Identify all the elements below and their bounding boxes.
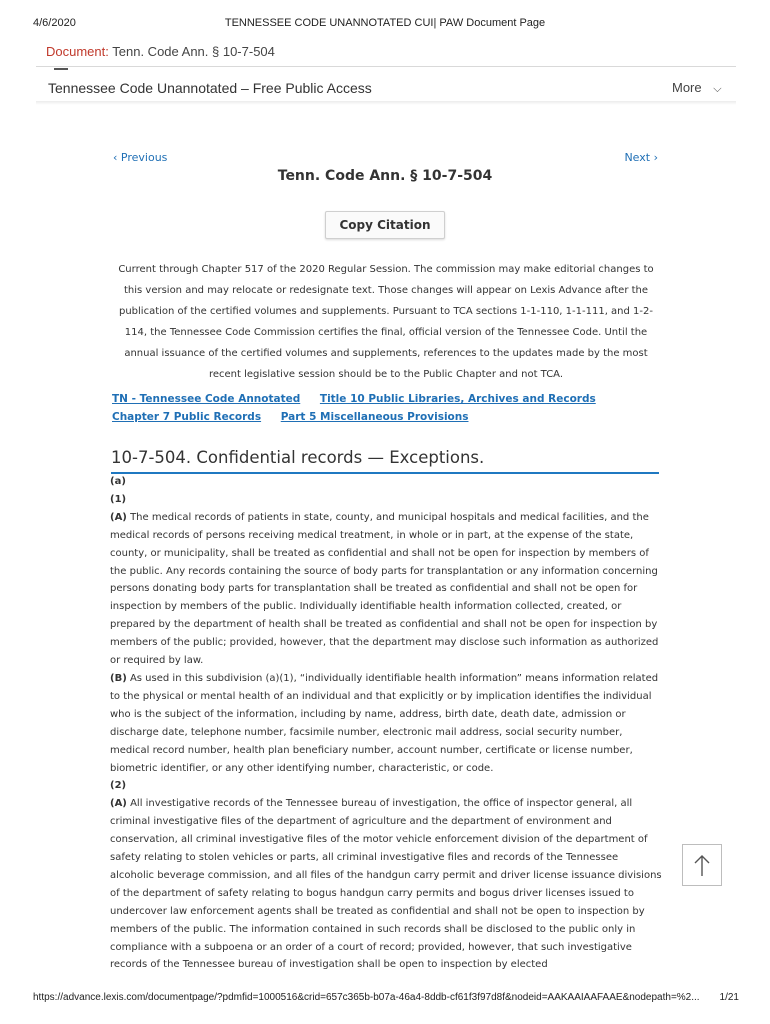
subsection-a-label: (a) [110,476,126,487]
paragraph-a1B-label: (B) [110,672,127,684]
previous-label: Previous [120,151,168,164]
breadcrumb-code[interactable]: TN - Tennessee Code Annotated [112,393,301,405]
paragraph-a1B [110,670,662,777]
section-heading: 10-7-504. Confidential records — Exceptions. [111,448,659,474]
previous-link[interactable] [113,151,167,164]
paragraph-a2A [110,795,662,974]
breadcrumb-chapter[interactable]: Chapter 7 Public Records [112,411,262,423]
paragraph-a2A-text: All investigative records of the Tennessee bureau of investigation, the office of inspector general, all criminal investigative files of the department of agriculture and the department of environment and conservation, all criminal investigative files of the motor vehicle enforcement division of the department of safety relating to stolen vehicles or parts, all criminal investigative files and records of the Tennessee alcoholic beverage commission, and all files of the handgun carry permit and driver license issuance divisions of the department of safety relating to bogus handgun carry permits and bogus driver licenses issued to undercover law enforcement agents shall be treated as confidential and shall not be open to inspection by members of the public. The information contained in such records shall be disclosed to the public only in compliance with a subpoena or an order of a court of record; provided, however, that such investigative records of the Tennessee bureau of investigation shall be open to inspection by elected [110,798,662,971]
currency-note: Current through Chapter 517 of the 2020 Regular Session. The commission may make editorial changes to this version and may relocate or redesignate text. Those changes will appear on Lexis Advance after the publication of the certified volumes and supplements. Pursuant to TCA sections 1-1-110, 1-1-111, and 1-2-114, the Tennessee Code Commission certifies the final, official version of the Tennessee Code. Until the annual issuance of the certified volumes and supplements, references to the updates made by the most recent legislative session should be to the Public Chapter and not TCA. [118,264,654,380]
page-url: https://advance.lexis.com/documentpage/?pdmfid=1000516&crid=657c365b-b07a-46a4-8ddb-cf61f3f97d8f&nodeid=AAKAAIAAFAAE&nodepath=%2... [33,992,700,1003]
document-label [46,44,275,59]
subdivision-2-label: (2) [110,780,127,792]
paragraph-a1A-text: The medical records of patients in state, county, and municipal hospitals and medical facilities, and the medical records of persons receiving medical treatment, in whole or in part, at the expense of the state, county, or municipality, shall be treated as confidential and shall not be open for inspection by members of the public. Any records containing the source of body parts for transplantation or any information concerning persons donating body parts for transplantation shall be treated as confidential and shall not be open for inspection by members of the public. Individually identifiable health information collected, created, or prepared by the department of health shall be treated as confidential and shall not be open for inspection by members of the public; provided, however, that the department may disclose such information as authorized or required by law. [110,511,659,667]
paragraph-a1B-text: As used in this subdivision (a)(1), “individually identifiable health information” means information related to the physical or mental health of an individual and that explicitly or by implication identifies the individual who is the subject of the information, including by name, address, birth date, death date, admission or discharge date, telephone number, facsimile number, electronic mail address, social security number, medical record number, health plan beneficiary number, account number, certificate or license number, biometric identifier, or any other identifying number, characteristic, or code. [110,672,659,774]
brand-title[interactable]: Tennessee Code Unannotated – Free Public Access [48,80,372,96]
paragraph-a2A-label: (A) [110,798,127,810]
chevron-right-icon: › [653,151,658,164]
topbar-shadow [36,101,736,105]
page-title: Tenn. Code Ann. § 10-7-504 [277,168,493,184]
chevron-down-icon: ⌵ [713,83,722,95]
menu-tick [54,68,68,70]
arrow-up-icon [683,845,721,885]
next-link[interactable] [624,151,658,164]
paragraph-a1A-label: (A) [110,511,127,523]
statute-body [110,473,662,974]
print-title: TENNESSEE CODE UNANNOTATED CUI| PAW Document Page [224,17,546,29]
paragraph-a1A [110,509,662,670]
page-number: 1/21 [719,992,739,1003]
breadcrumb-title[interactable]: Title 10 Public Libraries, Archives and Records [319,393,596,405]
scroll-to-top-button[interactable] [682,844,722,886]
subdivision-1-label: (1) [110,493,127,505]
print-header [0,17,770,33]
more-menu-button[interactable] [672,80,722,96]
chevron-left-icon: ‹ [113,151,118,164]
breadcrumb [112,390,660,426]
topbar-divider [36,66,736,67]
print-footer [33,992,739,1006]
next-label: Next [624,151,651,164]
copy-citation-button[interactable]: Copy Citation [325,211,445,239]
document-label-value: Tenn. Code Ann. § 10-7-504 [112,44,275,59]
document-label-key: Document: [46,44,109,59]
breadcrumb-part[interactable]: Part 5 Miscellaneous Provisions [280,411,469,423]
print-date: 4/6/2020 [33,17,76,29]
more-menu-label: More [672,80,702,95]
